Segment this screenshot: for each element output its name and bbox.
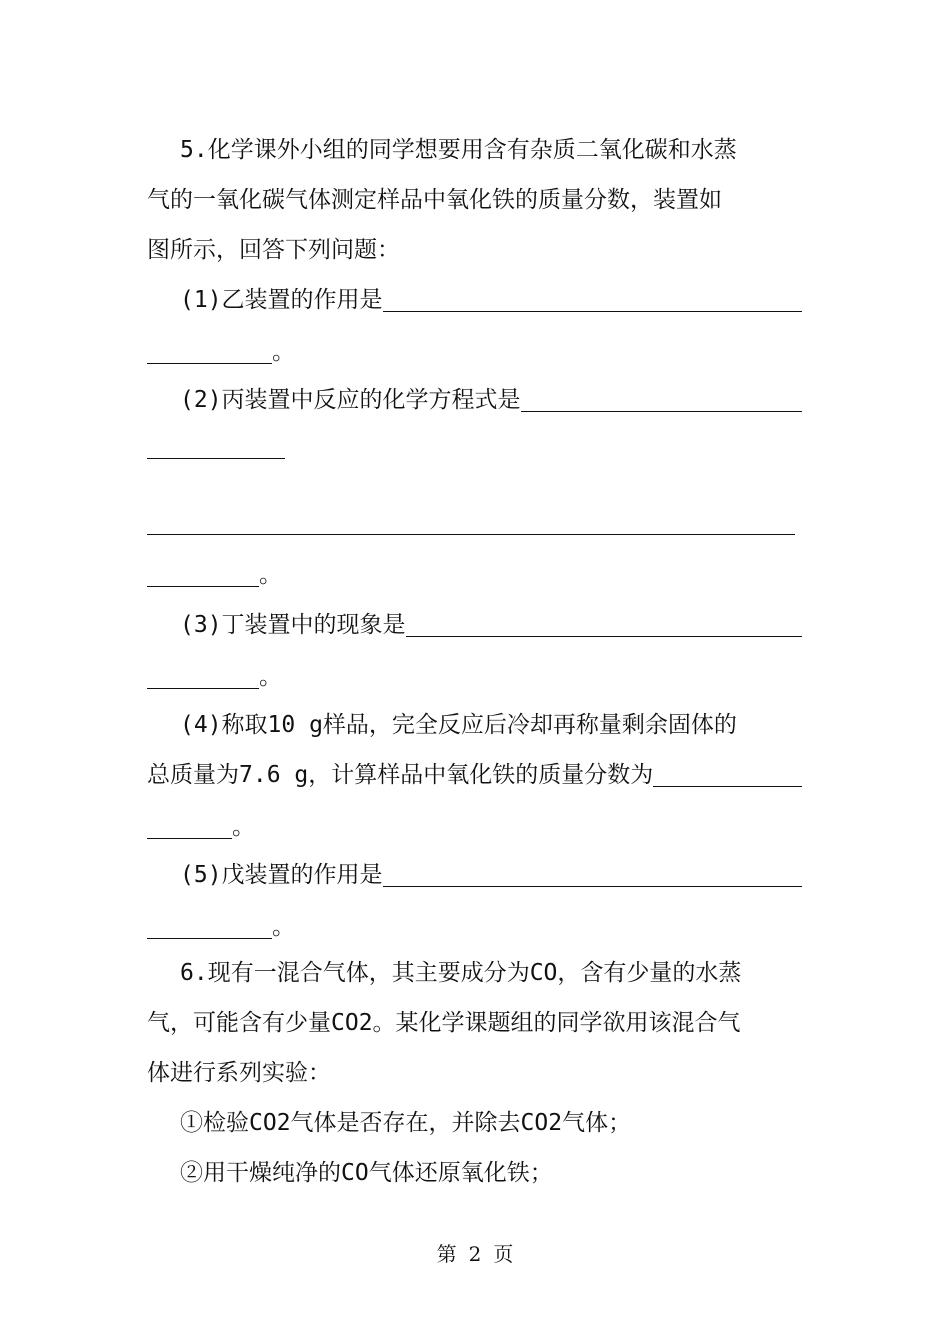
q5-part-2-text: (2)丙装置中反应的化学方程式是 bbox=[180, 387, 521, 413]
period-mark: 。 bbox=[272, 339, 295, 365]
footer-suffix: 页 bbox=[493, 1242, 514, 1266]
q5-part-2-cont-2 bbox=[147, 508, 802, 538]
period-mark: 。 bbox=[259, 562, 282, 588]
q6-item-2: ②用干燥纯净的CO气体还原氧化铁； bbox=[180, 1160, 553, 1186]
q5-part-5 bbox=[180, 860, 802, 890]
page-footer bbox=[0, 1240, 950, 1268]
answer-blank[interactable] bbox=[406, 612, 802, 637]
q5-part-3 bbox=[180, 610, 802, 640]
answer-blank[interactable] bbox=[383, 287, 802, 312]
q5-intro-line-3: 图所示，回答下列问题： bbox=[147, 237, 400, 263]
q5-part-2 bbox=[180, 385, 802, 415]
answer-blank[interactable] bbox=[147, 510, 795, 535]
q5-part-3-text: (3)丁装置中的现象是 bbox=[180, 612, 406, 638]
q5-part-5-cont bbox=[147, 912, 802, 942]
q6-item-1: ①检验CO2气体是否存在，并除去CO2气体； bbox=[180, 1110, 632, 1136]
q5-part-1 bbox=[180, 285, 802, 315]
answer-blank[interactable] bbox=[653, 762, 802, 787]
q5-part-1-text: (1)乙装置的作用是 bbox=[180, 287, 383, 313]
q6-intro-line-1: 6.现有一混合气体，其主要成分为CO，含有少量的水蒸 bbox=[180, 960, 742, 986]
period-mark: 。 bbox=[232, 814, 255, 840]
answer-blank[interactable] bbox=[147, 562, 259, 587]
answer-blank[interactable] bbox=[147, 664, 259, 689]
period-mark: 。 bbox=[259, 664, 282, 690]
q5-part-1-cont bbox=[147, 337, 802, 367]
answer-blank[interactable] bbox=[521, 387, 802, 412]
answer-blank[interactable] bbox=[383, 862, 802, 887]
answer-blank[interactable] bbox=[147, 434, 285, 459]
q5-part-3-cont bbox=[147, 662, 802, 692]
footer-prefix: 第 bbox=[436, 1242, 457, 1266]
q5-part-4-cont bbox=[147, 812, 802, 842]
q6-intro-line-2: 气，可能含有少量CO2。某化学课题组的同学欲用该混合气 bbox=[147, 1010, 741, 1036]
q5-intro-line-2: 气的一氧化碳气体测定样品中氧化铁的质量分数，装置如 bbox=[147, 187, 722, 213]
q5-part-4-text: 总质量为7.6 g，计算样品中氧化铁的质量分数为 bbox=[147, 762, 654, 788]
answer-blank[interactable] bbox=[147, 339, 272, 364]
q5-part-2-cont-1 bbox=[147, 432, 802, 462]
period-mark: 。 bbox=[272, 914, 295, 940]
page-number: 2 bbox=[468, 1242, 482, 1266]
q5-part-4-line-1: (4)称取10 g样品，完全反应后冷却再称量剩余固体的 bbox=[180, 712, 737, 738]
answer-blank[interactable] bbox=[147, 814, 232, 839]
q5-intro-line-1: 5.化学课外小组的同学想要用含有杂质二氧化碳和水蒸 bbox=[180, 137, 737, 163]
q5-part-4-line-2 bbox=[147, 760, 802, 790]
q5-part-5-text: (5)戊装置的作用是 bbox=[180, 862, 383, 888]
q5-part-2-cont-3 bbox=[147, 560, 802, 590]
answer-blank[interactable] bbox=[147, 914, 272, 939]
q6-intro-line-3: 体进行系列实验： bbox=[147, 1060, 331, 1086]
